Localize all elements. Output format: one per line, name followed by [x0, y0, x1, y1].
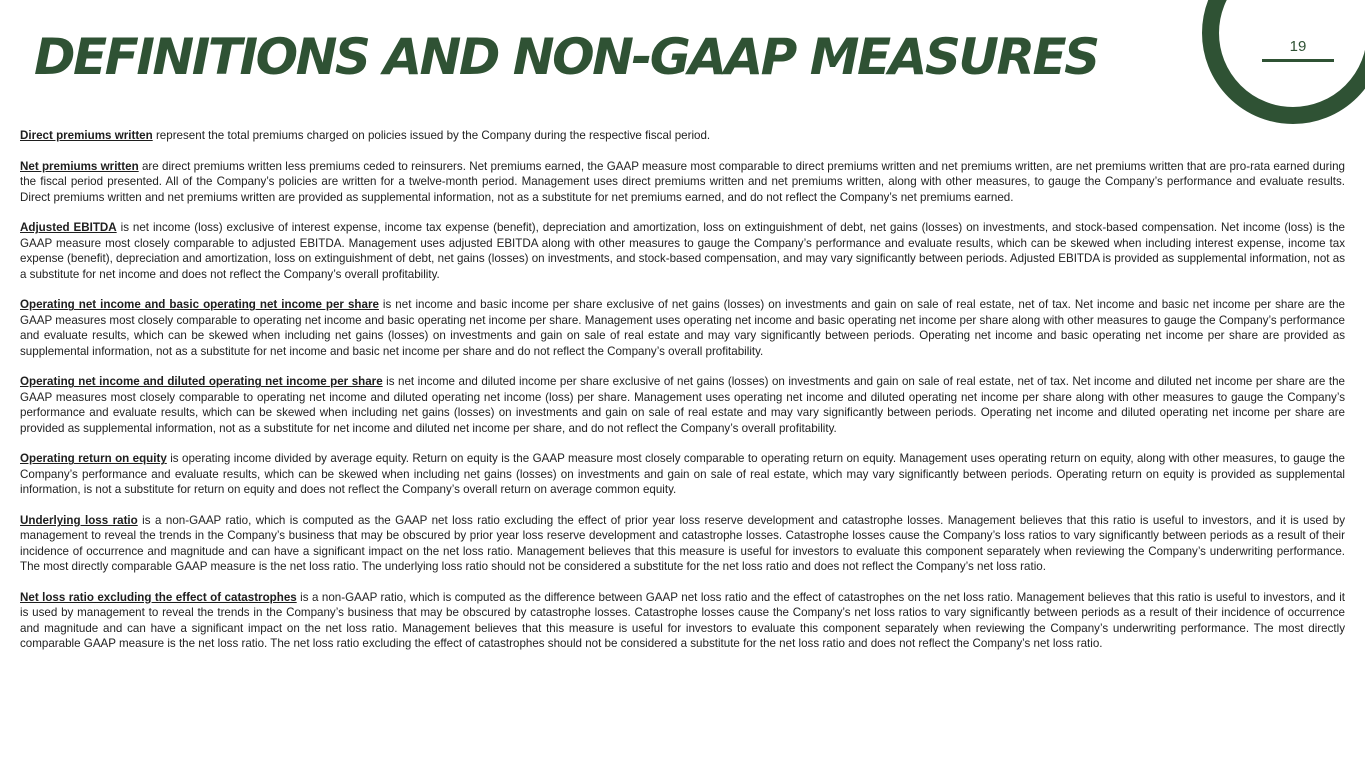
definition-text: are direct premiums written less premiums ceded to reinsurers. Net premiums earned, the GAAP measure most comparable to direct premiums written and net premiums written, are net premiums written that are pro-rata earned during the fiscal period presented. All of the Company’s policies are written for a twelve-month period. Management uses direct premiums written and net premiums written, along with other measures, to gauge the Company’s performance and evaluate results. Direct premiums written and net premiums written are provided as supplemental information, not as a substitute for net premiums earned, and do not reflect the Company’s net premiums earned.: [20, 159, 1345, 204]
decorative-ring-graphic: [1202, 0, 1365, 124]
definition-text: is a non-GAAP ratio, which is computed as the GAAP net loss ratio excluding the effect of prior year loss reserve development and catastrophe losses. Management believes that this ratio is useful to investors, and it is used by management to reveal the trends in the Company’s business that may be obscured by prior year loss reserve development and catastrophe losses. Catastrophe losses cause the Company’s loss ratios to vary significantly between periods as a result of their incidence of occurrence and magnitude and can have a significant impact on the net loss ratio. Management believes that this measure is useful for investors to evaluate this component separately when reviewing the Company’s underwriting performance. The most directly comparable GAAP measure is the net loss ratio. The underlying loss ratio should not be considered a substitute for the net loss ratio and does not reflect the Company’s net loss ratio.: [20, 514, 1345, 574]
definitions-body: [20, 128, 1345, 667]
definition-net-premiums-written: [20, 159, 1345, 205]
definition-term: Operating net income and diluted operating net income per share: [20, 375, 383, 389]
definition-text: represent the total premiums charged on policies issued by the Company during the respective fiscal period.: [152, 129, 711, 142]
definition-text: is operating income divided by average equity. Return on equity is the GAAP measure most closely comparable to operating return on equity. Management uses operating return on equity, along with other measures, to gauge the Company’s performance and evaluate results, which can be skewed when including net gains (losses) on investments and gain on sale of real estate, which may vary significantly between periods. Operating return on equity is provided as supplemental information, is not a substitute for return on equity and does not reflect the Company’s overall return on average common equity.: [20, 452, 1346, 497]
definition-text: is net income (loss) exclusive of interest expense, income tax expense (benefit), depreciation and amortization, loss on extinguishment of debt, net gains (losses) on investments, and stock-based compensation. Net income (loss) is the GAAP measure most closely comparable to adjusted EBITDA. Management uses adjusted EBITDA along with other measures to gauge the Company’s performance and evaluate results, which can be skewed when including interest expense, income tax expense (benefit), depreciation and amortization, loss on extinguishment of debt, net gains (losses) on investments, and stock-based compensation, and may vary significantly between periods. Adjusted EBITDA is provided as supplemental information, not as a substitute for net income and does not reflect the Company’s overall profitability.: [20, 221, 1345, 281]
definition-term: Underlying loss ratio: [20, 514, 138, 528]
definition-term: Operating return on equity: [20, 452, 167, 466]
definition-term: Adjusted EBITDA: [20, 221, 117, 235]
page-number: 19: [1289, 38, 1307, 55]
definition-adjusted-ebitda: [20, 220, 1345, 282]
definition-term: Net loss ratio excluding the effect of catastrophes: [20, 591, 297, 605]
definition-text: is net income and diluted income per share exclusive of net gains (losses) on investments and gain on sale of real estate, net of tax. Net income and diluted net income per share are the GAAP measures most closely comparable to operating net income and diluted operating net income (loss) per share. Management uses operating net income and diluted operating net income per share along with other measures to gauge the Company’s performance and evaluate results, which can be skewed when including net gains (losses) on investments and gain on sale of real estate and may vary significantly between periods. Operating net income and diluted operating net income per share are provided as supplemental information, not as a substitute for net income and diluted net income per share, and do not reflect the Company’s overall profitability.: [20, 375, 1345, 435]
definition-term: Direct premiums written: [20, 129, 153, 142]
definition-text: is a non-GAAP ratio, which is computed as the difference between GAAP net loss ratio and the effect of catastrophes on the net loss ratio. Management believes that this ratio is useful to investors, and it is used by management to reveal the trends in the Company’s business that may be obscured by catastrophe losses. Catastrophe losses cause the Company’s net loss ratios to vary significantly between periods as a result of their incidence of occurrence and magnitude and can have a significant impact on the net loss ratio. Management believes that this measure is useful for investors to evaluate this component separately when reviewing the Company’s underwriting performance. The most directly comparable GAAP measure is the net loss ratio. The net loss ratio excluding the effect of catastrophes should not be considered a substitute for the net loss ratio and does not reflect the Company’s net loss ratio.: [20, 591, 1345, 651]
page-number-underline: [1262, 59, 1334, 62]
page-title: DEFINITIONS AND NON-GAAP MEASURES: [34, 28, 1098, 86]
definition-term: Net premiums written: [20, 159, 139, 173]
definition-underlying-loss-ratio: [20, 513, 1345, 575]
definition-operating-return-on-equity: [20, 451, 1345, 497]
definition-term: Operating net income and basic operating net income per share: [20, 298, 379, 312]
definition-direct-premiums-written: [20, 128, 1345, 143]
definition-net-loss-ratio-ex-catastrophes: [20, 590, 1345, 652]
definition-operating-net-income-basic: [20, 297, 1345, 359]
definition-operating-net-income-diluted: [20, 374, 1345, 436]
definition-text: is net income and basic income per share exclusive of net gains (losses) on investments and gain on sale of real estate, net of tax. Net income and basic net income per share are the GAAP measures most closely comparable to operating net income and basic operating net income per share. Management uses operating net income and basic operating net income per share along with other measures to gauge the Company’s performance and evaluate results, which can be skewed when including net gains (losses) on investments and gain on sale of real estate and may vary significantly between periods. Operating net income and basic operating net income per share are provided as supplemental information, not as a substitute for net income and basic net income per share and do not reflect the Company’s overall profitability.: [20, 298, 1345, 358]
